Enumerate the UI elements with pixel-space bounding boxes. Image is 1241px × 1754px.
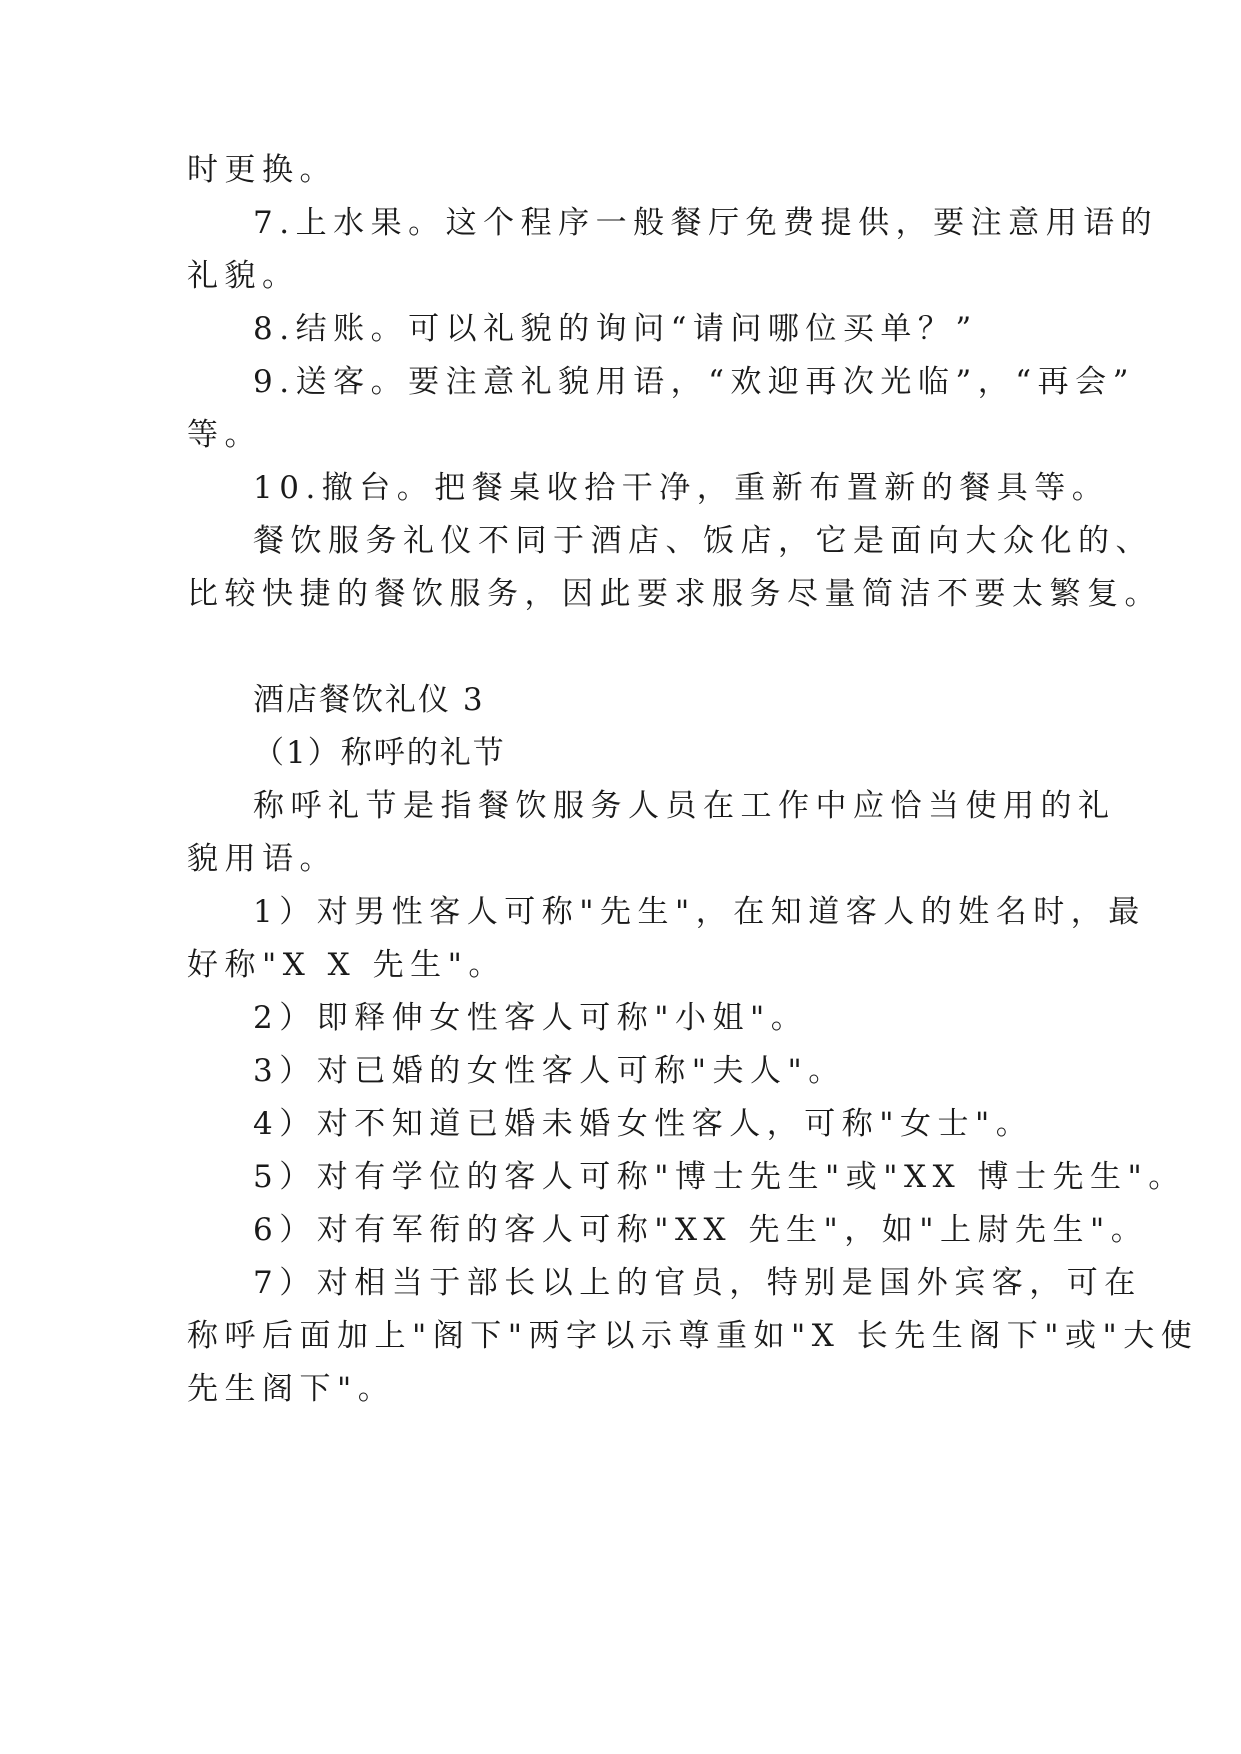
text-line: 8.结账。可以礼貌的询问“请问哪位买单？” (253, 311, 978, 347)
text-line: 5）对有学位的客人可称"博士先生"或"XX 博士先生"。 (253, 1159, 1186, 1195)
text-line: 礼貌。 (187, 258, 300, 294)
text-line: 先生阁下"。 (187, 1371, 396, 1407)
text-line: 貌用语。 (187, 841, 337, 877)
text-line: 3）对已婚的女性客人可称"夫人"。 (253, 1053, 846, 1089)
text-line: 4）对不知道已婚未婚女性客人，可称"女士"。 (253, 1106, 1034, 1142)
text-line: 时更换。 (187, 152, 337, 188)
text-line: 7.上水果。这个程序一般餐厅免费提供，要注意用语的 (253, 205, 1159, 241)
text-line: 好称"X X 先生"。 (187, 947, 506, 983)
text-line: 10.撤台。把餐桌收拾干净，重新布置新的餐具等。 (253, 470, 1110, 506)
text-line: 7）对相当于部长以上的官员，特别是国外宾客，可在 (253, 1265, 1142, 1301)
text-line: 6）对有军衔的客人可称"XX 先生"，如"上尉先生"。 (253, 1212, 1149, 1248)
text-line: 餐饮服务礼仪不同于酒店、饭店，它是面向大众化的、 (253, 523, 1153, 559)
subsection-heading: （1）称呼的礼节 (253, 735, 506, 771)
text-line: 称呼礼节是指餐饮服务人员在工作中应恰当使用的礼 (253, 788, 1116, 824)
text-line: 1）对男性客人可称"先生"，在知道客人的姓名时，最 (253, 894, 1146, 930)
text-line: 称呼后面加上"阁下"两字以示尊重如"X 长先生阁下"或"大使 (187, 1318, 1199, 1354)
text-line: 9.送客。要注意礼貌用语，“欢迎再次光临”，“再会” (253, 364, 1135, 400)
text-line: 2）即释伸女性客人可称"小姐"。 (253, 1000, 809, 1036)
section-heading: 酒店餐饮礼仪 3 (253, 682, 485, 718)
text-line: 比较快捷的餐饮服务，因此要求服务尽量简洁不要太繁复。 (187, 576, 1162, 612)
text-line: 等。 (187, 417, 262, 453)
